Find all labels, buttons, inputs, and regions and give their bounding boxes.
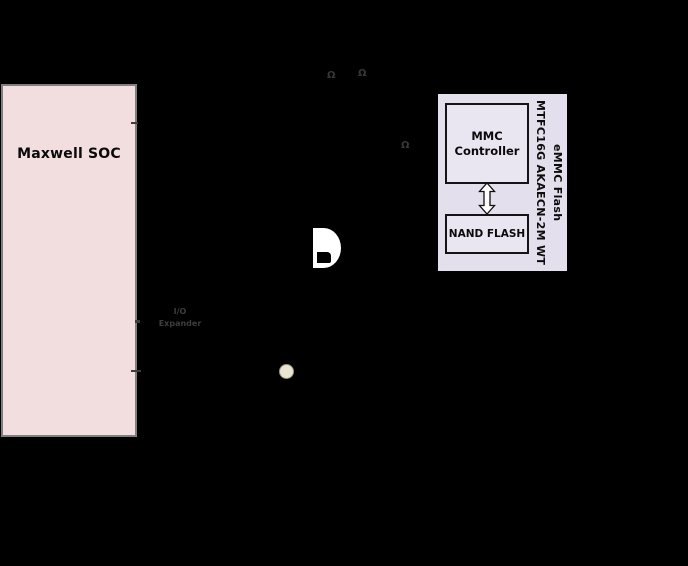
soc-pin-stub-bottom (131, 370, 141, 372)
ohm-symbol-2: Ω (358, 68, 367, 79)
and-gate-notch (317, 252, 331, 263)
nand-flash-label: NAND FLASH (448, 228, 526, 240)
maxwell-soc-label: Maxwell SOC (17, 146, 121, 162)
maxwell-soc-block (1, 84, 137, 437)
io-expander-line1: I/O (173, 307, 187, 316)
emmc-title-line2: MTFC16G AKAECN-2M WT (534, 99, 547, 266)
ohm-symbol-3: Ω (401, 140, 410, 151)
mmc-controller-label: MMC Controller (454, 128, 520, 158)
io-expander-label (148, 306, 212, 330)
net-junction-dot (279, 364, 294, 379)
bidirectional-arrow-icon (478, 182, 496, 215)
emmc-vertical-title (530, 94, 566, 271)
mmc-controller-box (445, 103, 529, 184)
ohm-symbol-1: Ω (327, 70, 336, 81)
emmc-flash-block (438, 94, 567, 271)
io-expander-line2: Expander (158, 319, 202, 328)
and-gate-icon (313, 228, 341, 268)
nand-flash-box (445, 214, 529, 254)
emmc-title-line1: eMMC Flash (551, 143, 564, 222)
soc-pin-stub-middle (135, 320, 140, 323)
soc-pin-stub-top (131, 122, 138, 124)
